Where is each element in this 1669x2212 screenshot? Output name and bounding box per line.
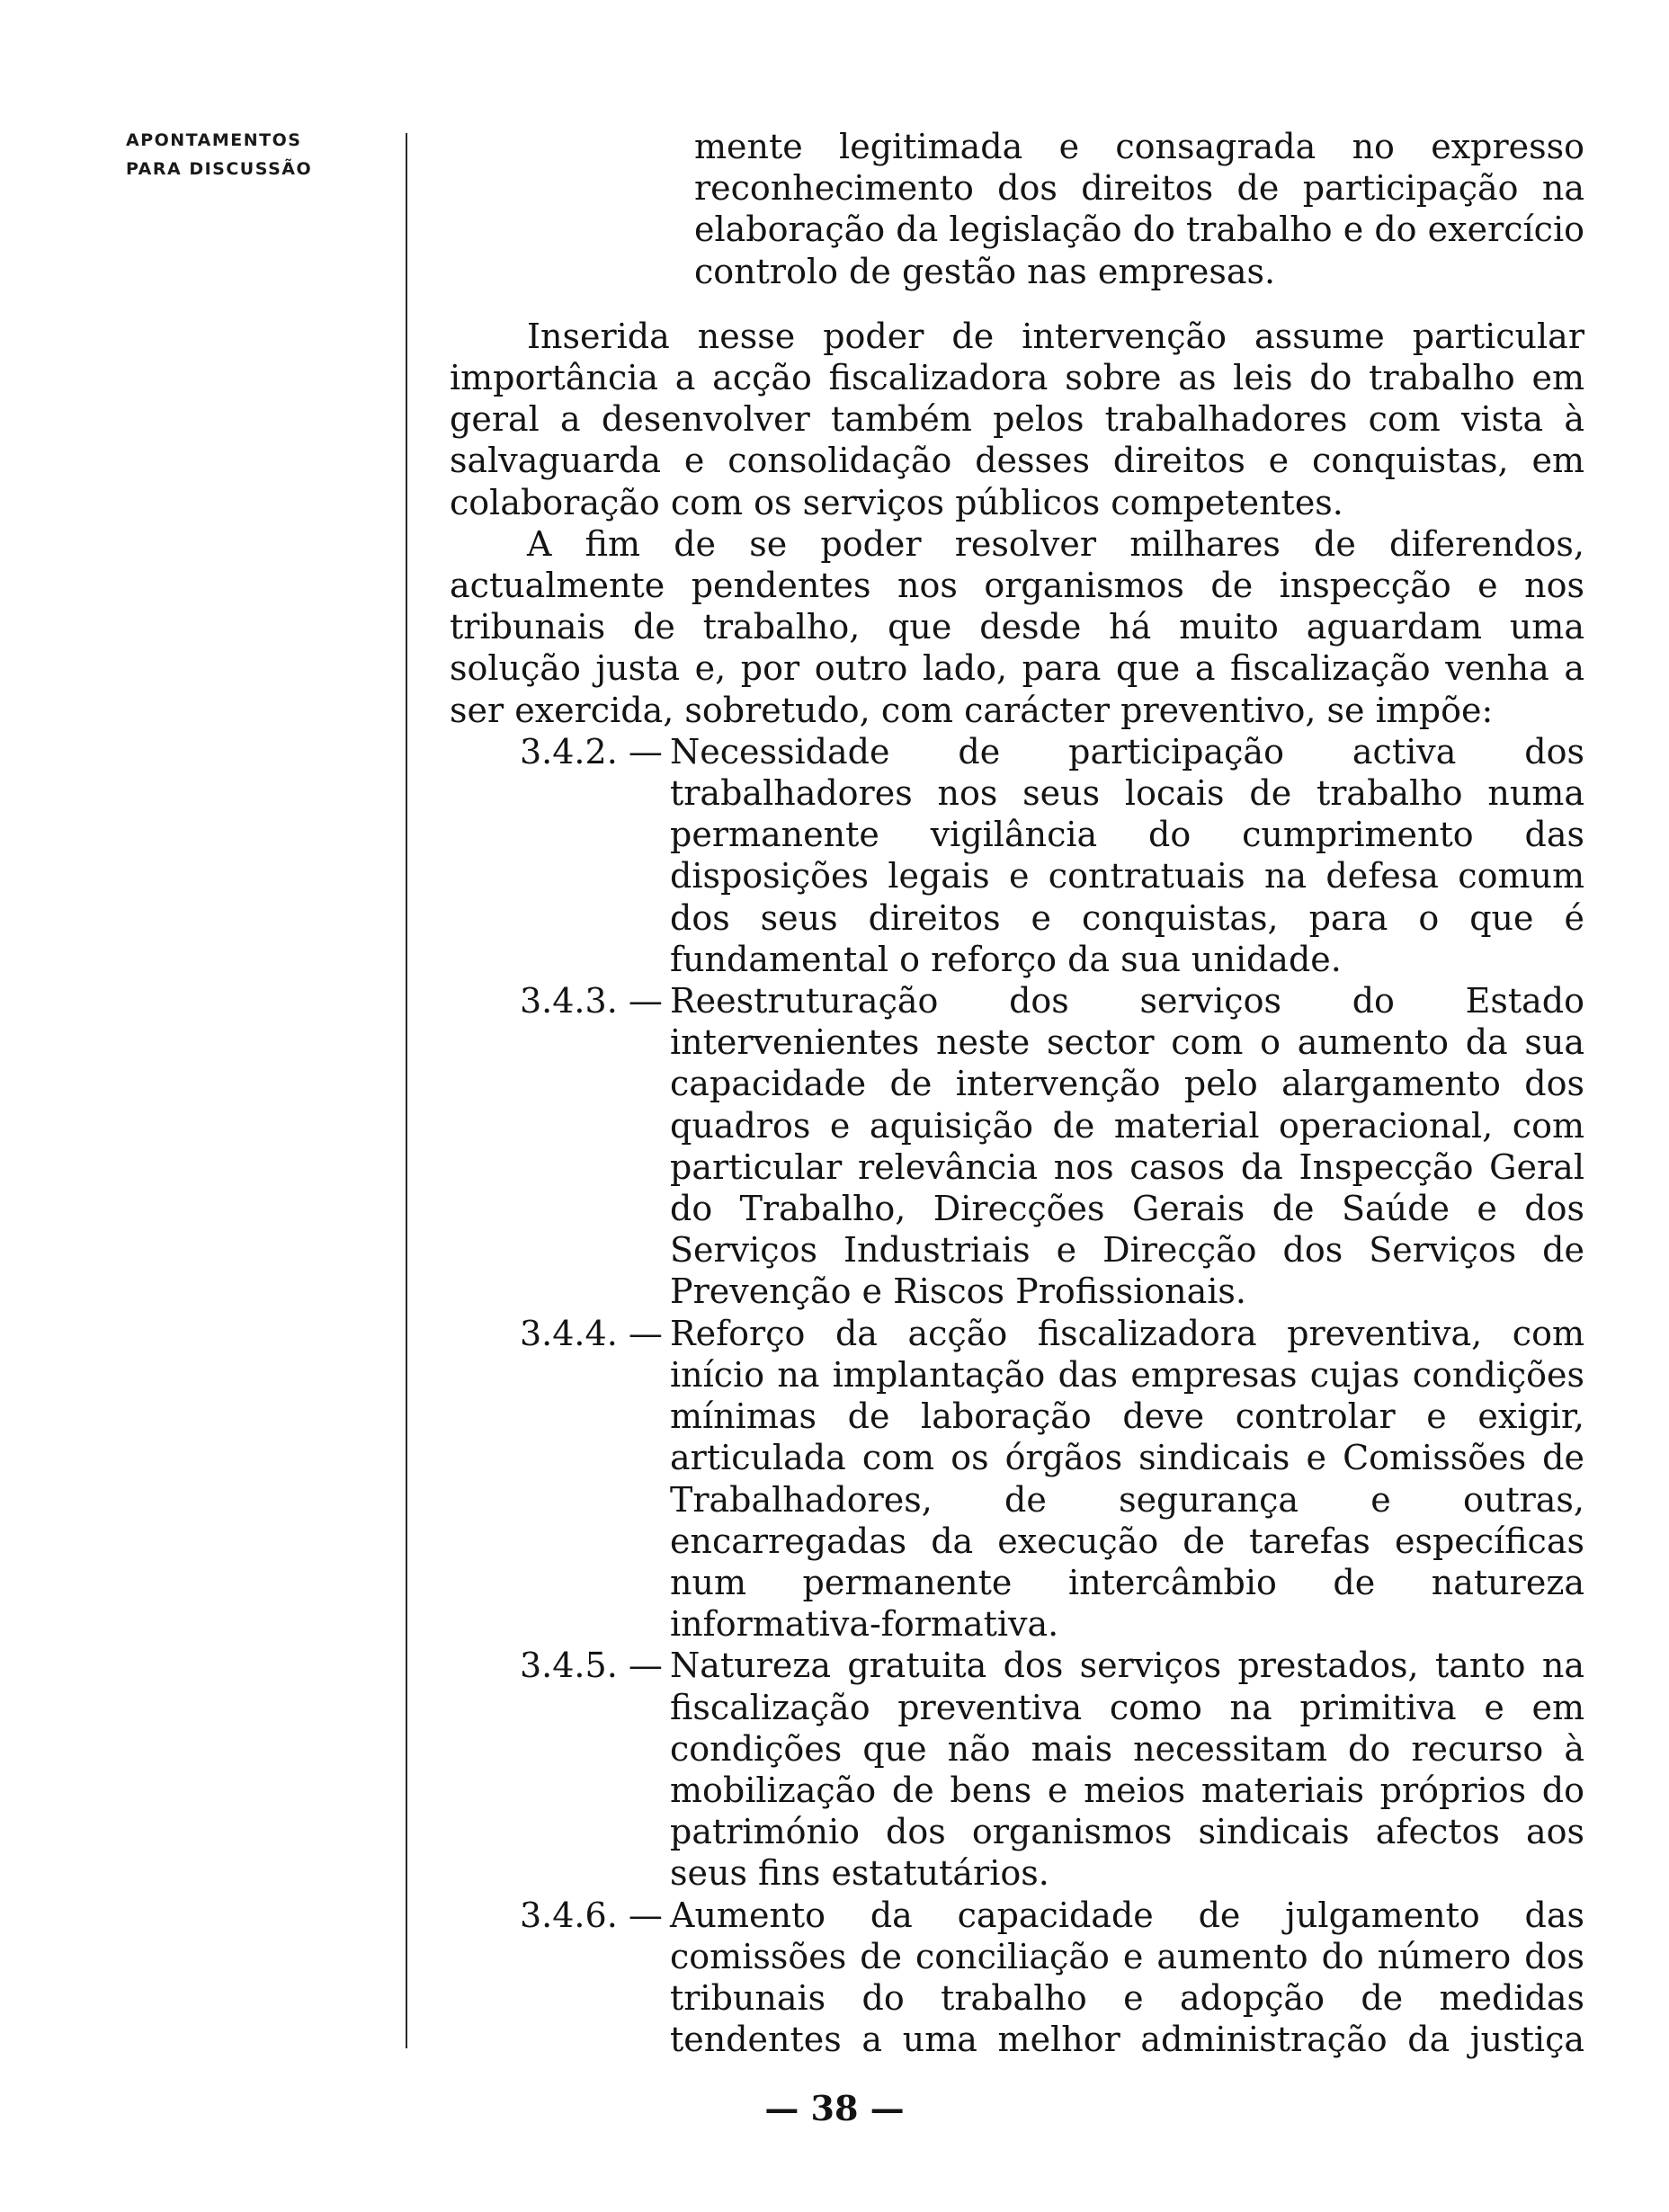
item-number: 3.4.4. — <box>520 1313 663 1353</box>
paragraph-inserida: Inserida nesse poder de intervenção assume particular importância a acção fiscalizadora sobre as leis do trabalho em geral a desenvolver também pelos trabalhadores com vista à salvaguarda e consolidação desses direitos e conquistas, em colaboração com os serviços públicos competentes. <box>450 316 1584 522</box>
item-number: 3.4.3. — <box>520 981 663 1021</box>
margin-heading <box>126 126 387 183</box>
list-item-3-4-5 <box>450 1645 1584 1894</box>
margin-heading-line-1: APONTAMENTOS <box>126 130 302 150</box>
list-item-3-4-4 <box>450 1313 1584 1646</box>
paragraph-a-fim: A fim de se poder resolver milhares de diferendos, actualmente pendentes nos organismos de inspecção e nos tribunais de trabalho, que desde há muito aguardam uma solução justa e, por outro lado, para que a fiscalização venha a ser exercida, sobretudo, com carácter preventivo, se impõe: <box>450 523 1584 730</box>
item-text: Natureza gratuita dos serviços prestados, tanto na fiscalização preventiva como na primitiva e em condições que não mais necessitam do recurso à mobilização de bens e meios materiais próprios do património dos organismos sindicais afectos aos seus fins estatutários. <box>670 1646 1584 1894</box>
margin-heading-line-2: PARA DISCUSSÃO <box>126 159 313 179</box>
page-number: — 38 — <box>764 2088 905 2128</box>
item-number: 3.4.2. — <box>520 731 663 772</box>
list-item-3-4-6 <box>450 1895 1584 2061</box>
item-number: 3.4.6. — <box>520 1895 663 1935</box>
item-text: Aumento da capacidade de julgamento das comissões de conciliação e aumento do número dos tribunais do trabalho e adopção de medidas tendentes a uma melhor administração da justiça <box>670 1895 1584 2060</box>
item-text: Necessidade de participação activa dos trabalhadores nos seus locais de trabalho numa permanente vigilância do cumprimento das disposições legais e contratuais na defesa comum dos seus direitos e conquistas, para o que é fundamental o reforço da sua unidade. <box>670 731 1584 979</box>
list-item-3-4-3 <box>450 980 1584 1313</box>
item-text: Reforço da acção fiscalizadora preventiva, com início na implantação das empresas cujas condições mínimas de laboração deve controlar e exigir, articulada com os órgãos sindicais e Comissões de Trabalhadores, de segurança e outras, encarregadas da execução de tarefas específicas num permanente intercâmbio de natureza informativa-formativa. <box>670 1313 1584 1645</box>
page-body <box>450 126 1584 2060</box>
item-number: 3.4.5. — <box>520 1646 663 1686</box>
margin-rule <box>406 133 407 2048</box>
continued-paragraph: mente legitimada e consagrada no expresso reconhecimento dos direitos de participação na elaboração da legislação do trabalho e do exercício controlo de gestão nas empresas. <box>694 127 1584 291</box>
item-text: Reestruturação dos serviços do Estado intervenientes neste sector com o aumento da sua capacidade de intervenção pelo alargamento dos quadros e aquisição de material operacional, com particular relevância nos casos da Inspecção Geral do Trabalho, Direcções Gerais de Saúde e dos Serviços Industriais e Direcção dos Serviços de Prevenção e Riscos Profissionais. <box>670 981 1584 1312</box>
list-item-3-4-2 <box>450 731 1584 980</box>
